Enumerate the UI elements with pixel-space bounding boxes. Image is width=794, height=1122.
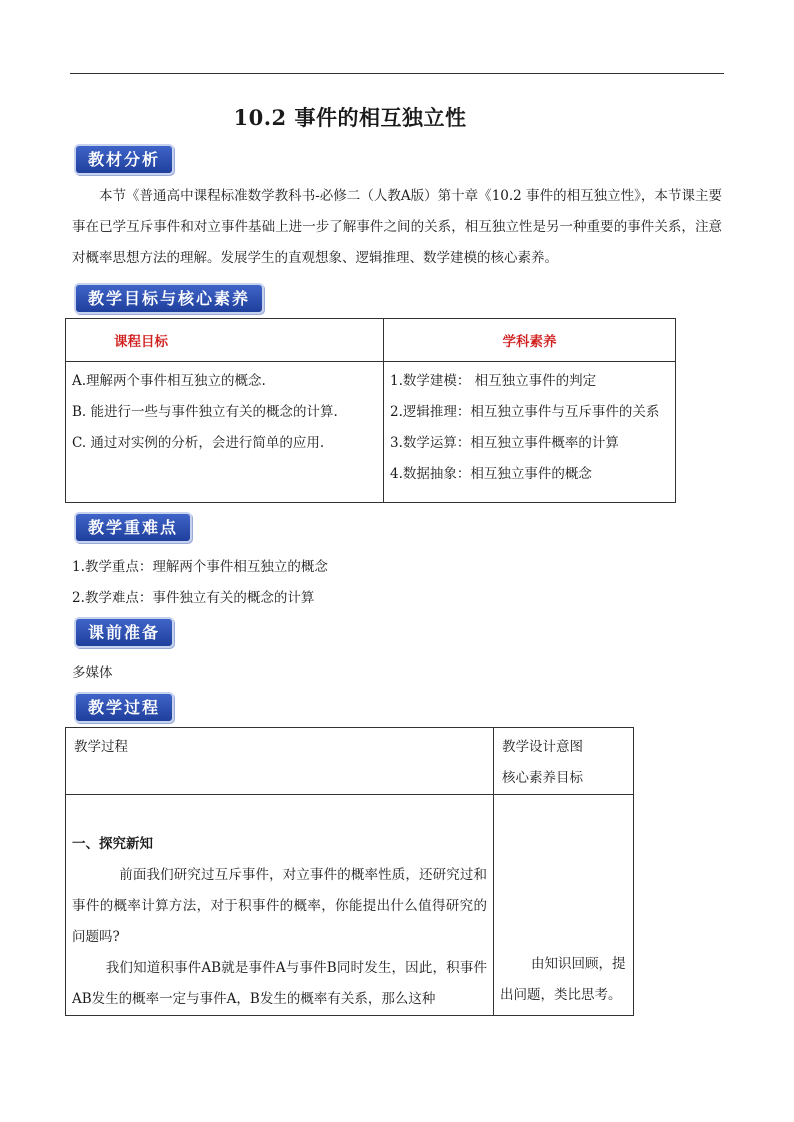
section-badge-goals: 教学目标与核心素养: [74, 283, 264, 314]
section-badge-analysis: 教材分析: [74, 144, 174, 175]
goal-item-c: C. 通过对实例的分析，会进行简单的应用.: [72, 435, 325, 451]
intro-paragraph: 本节《普通高中课程标准数学教科书-必修二（人教A版）第十章《10.2 事件的相互独立性》，本节课主要事在已学互斥事件和对立事件基础上进一步了解事件之间的关系，相互独立性是另一种重要的事件关系，注意对概率思想方法的理解。发展学生的直观想象、逻辑推理、数学建模的核心素养。: [72, 188, 722, 266]
section-badge-keypoints: 教学重难点: [74, 512, 192, 543]
literacy-item-3: 3.数学运算：相互独立事件概率的计算: [390, 435, 619, 451]
process-paragraph-2: 我们知道积事件AB就是事件A与事件B同时发生，因此，积事件AB发生的概率一定与事件A，B发生的概率有关系，那么这种: [72, 960, 487, 1007]
section-badge-process: 教学过程: [74, 692, 174, 723]
process-table: [65, 727, 634, 1016]
keypoint-focus: 1.教学重点：理解两个事件相互独立的概念: [72, 559, 328, 575]
keypoint-difficulty: 2.教学难点：事件独立有关的概念的计算: [72, 590, 315, 606]
goal-item-b: B. 能进行一些与事件独立有关的概念的计算.: [72, 404, 338, 420]
process-header-left: 教学过程: [66, 728, 494, 795]
process-header-right-line2: 核心素养目标: [502, 770, 583, 786]
goals-header-right: 学科素养: [384, 319, 676, 362]
header-rule: [70, 73, 724, 74]
literacy-item-1: 1.数学建模： 相互独立事件的判定: [390, 373, 597, 389]
goals-header-left: 课程目标: [66, 319, 384, 362]
goals-table: [65, 318, 676, 503]
process-section-title: 一、探究新知: [72, 836, 153, 852]
process-header-right-line1: 教学设计意图: [502, 739, 583, 755]
process-side-note: 由知识回顾，提出问题，类比思考。: [500, 956, 626, 1003]
literacy-item-4: 4.数据抽象：相互独立事件的概念: [390, 466, 592, 482]
prep-text: 多媒体: [72, 665, 113, 681]
goals-right-cell: [384, 362, 676, 503]
process-paragraph-1: 前面我们研究过互斥事件，对立事件的概率性质，还研究过和事件的概率计算方法，对于积事件的概率，你能提出什么值得研究的问题吗?: [72, 867, 487, 945]
page-title: 10.2 事件的相互独立性: [233, 105, 467, 130]
goals-left-cell: [66, 362, 384, 503]
process-header-right: [494, 728, 634, 795]
goal-item-a: A.理解两个事件相互独立的概念.: [72, 373, 266, 389]
process-side-cell: [494, 795, 634, 1016]
process-body-cell: [66, 795, 494, 1016]
section-badge-prep: 课前准备: [74, 617, 174, 648]
literacy-item-2: 2.逻辑推理：相互独立事件与互斥事件的关系: [390, 404, 660, 420]
